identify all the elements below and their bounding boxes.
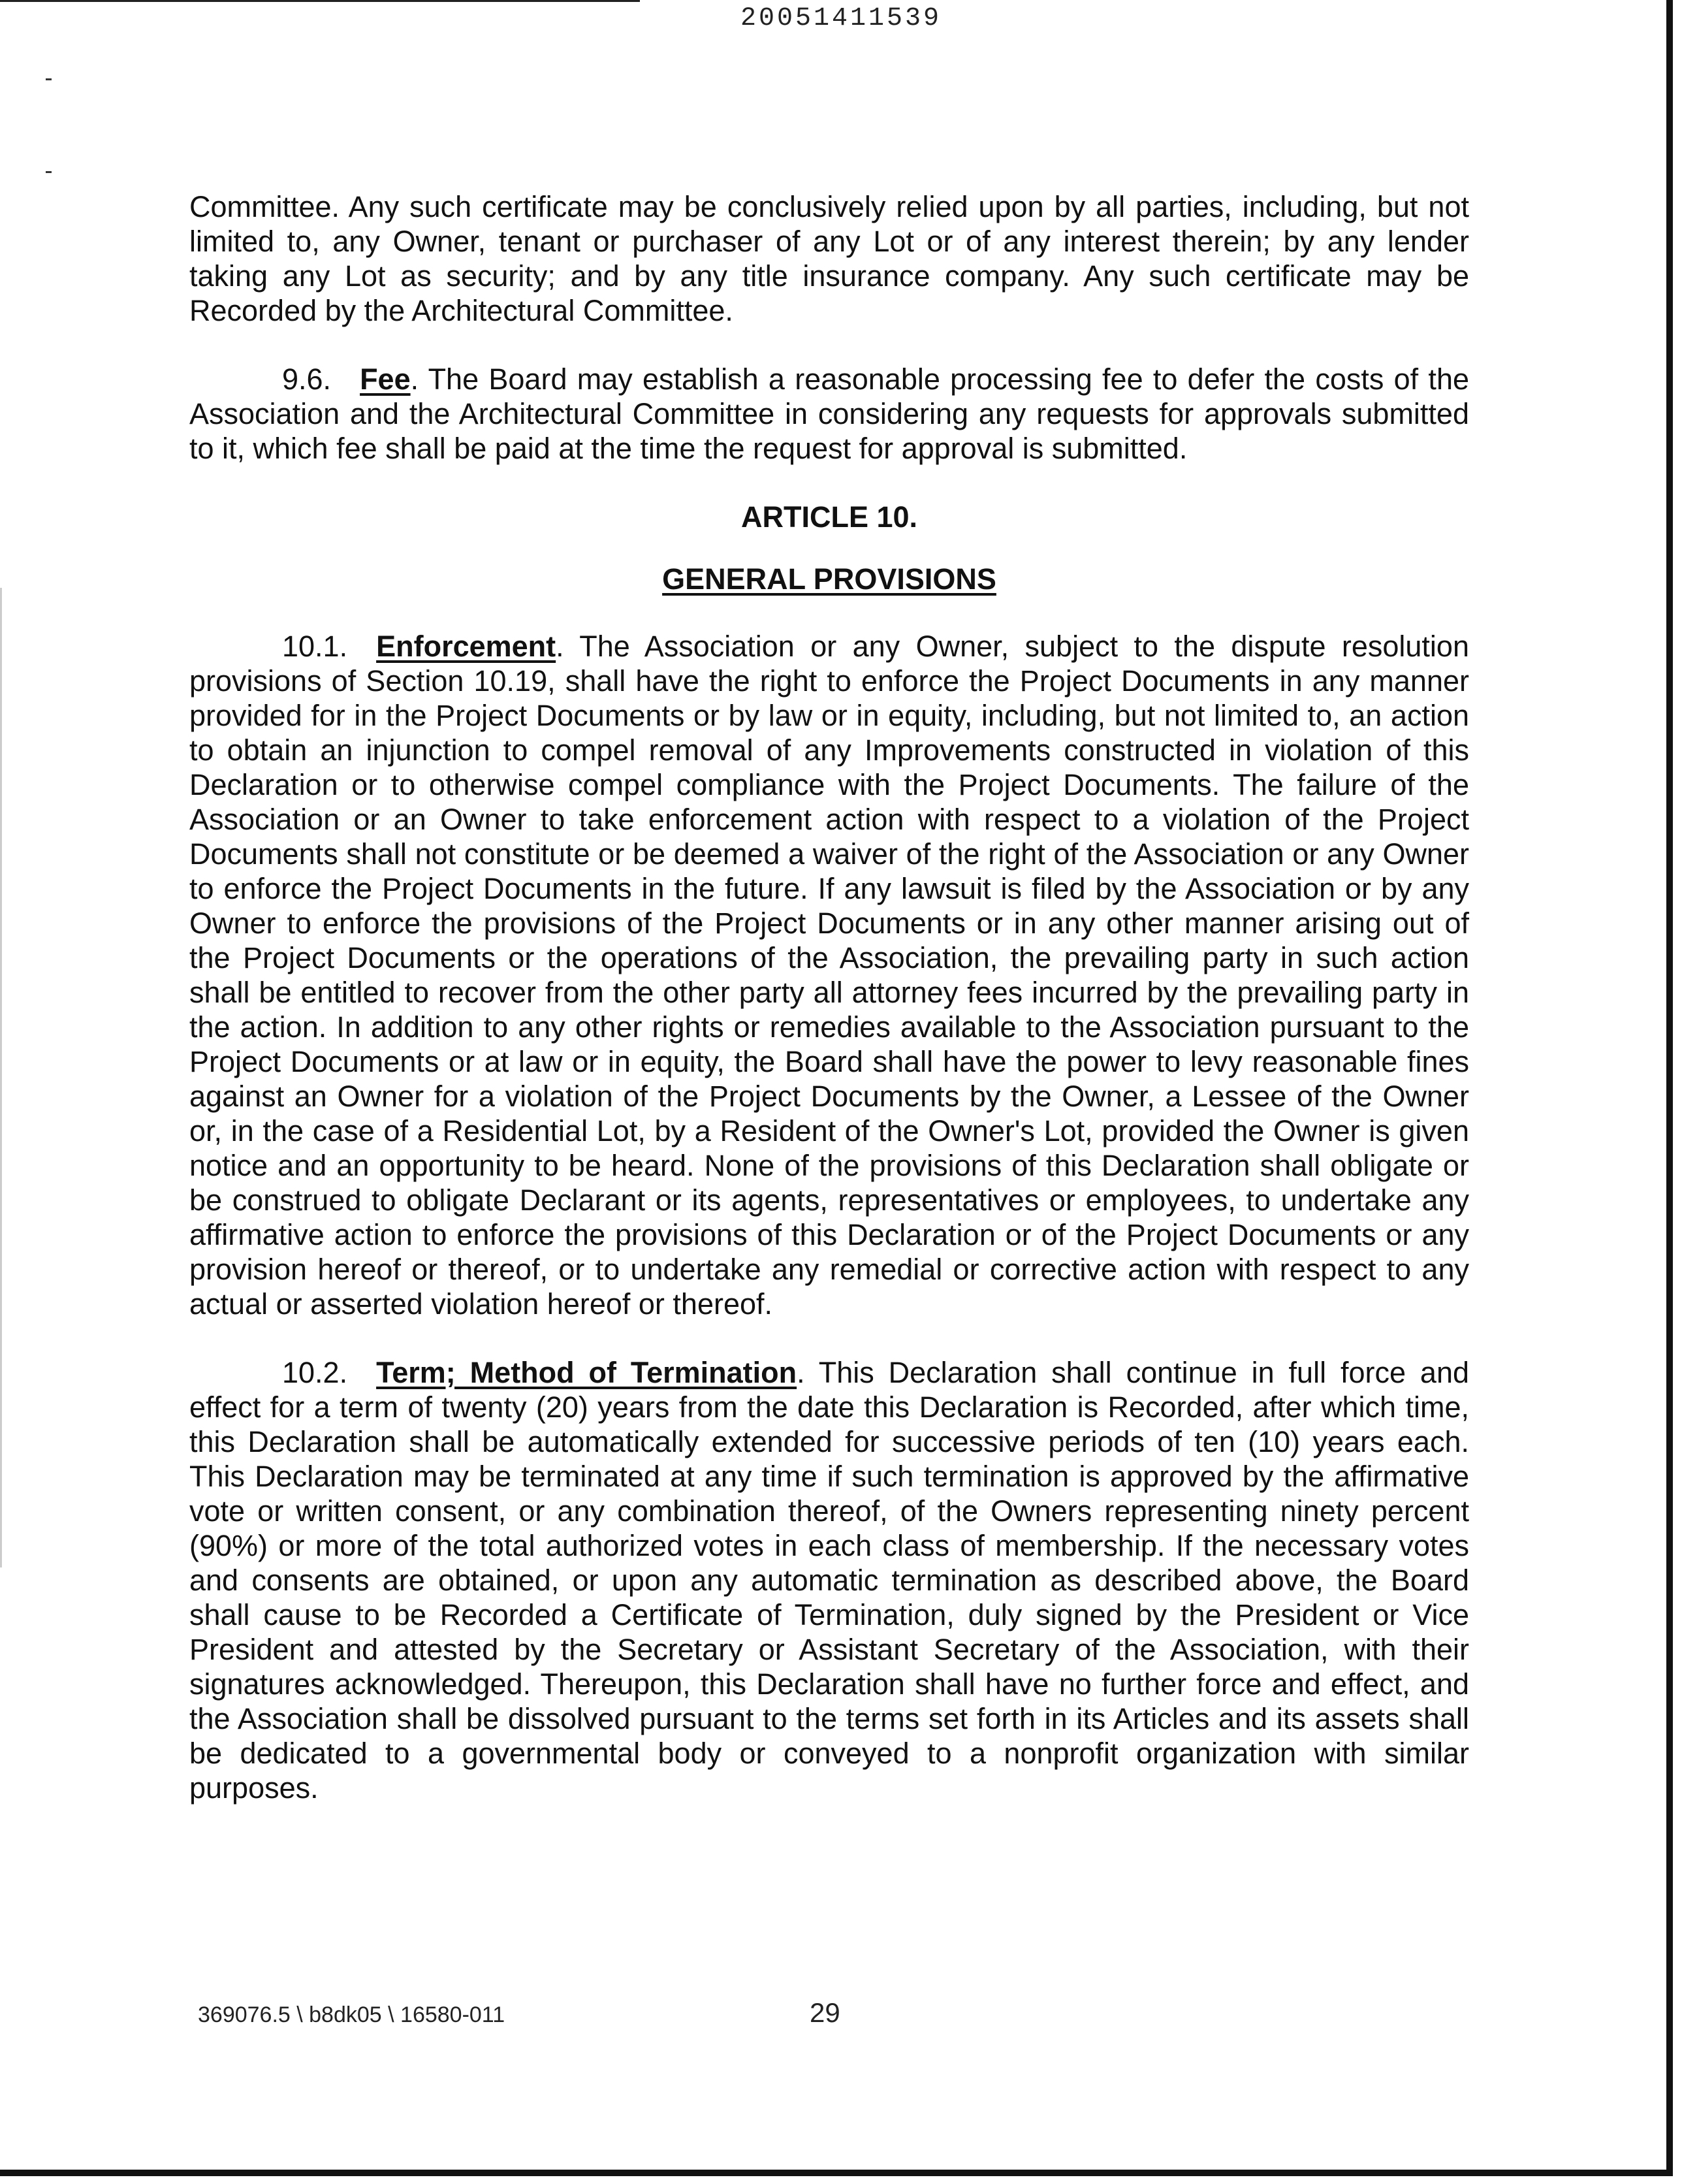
scan-mark	[46, 171, 52, 173]
scan-top-line	[0, 0, 640, 2]
section-title: Term; Method of Termination	[376, 1356, 797, 1389]
scan-mark	[46, 78, 52, 80]
article-title: GENERAL PROVISIONS	[662, 562, 996, 596]
section-title: Enforcement	[376, 630, 556, 663]
section-body: . The Association or any Owner, subject to the dispute resolution provisions of Section 10.19, shall have the right to enforce the Project Documents in any manner provided for in the Project Documents or by law or in equity, including, but not limited to, an action to obtain an injunction to compel removal of any Improvements constructed in violation of this Declaration or to otherwise compel compliance with the Project Documents. The failure of the Association or an Owner to take enforcement action with respect to a violation of the Project Documents shall not constitute or be deemed a waiver of the right of the Association or any Owner to enforce the Project Documents in the future. If any lawsuit is filed by the Association or by any Owner to enforce the provisions of the Project Documents or in any other manner arising out of the Project Documents or the operations of the Association, the prevailing party in such action shall be entitled to recover from the other party all attorney fees incurred by the prevailing party in the action. In addition to any other rights or remedies available to the Association pursuant to the Project Documents or at law or in equity, the Board shall have the power to levy reasonable fines against an Owner for a violation of the Project Documents by the Owner, a Lessee of the Owner or, in the case of a Residential Lot, by a Resident of the Owner's Lot, provided the Owner is given notice and an opportunity to be heard. None of the provisions of this Declaration shall obligate or be construed to obligate Declarant or its agents, representatives or employees, to undertake any affirmative action to enforce the provisions of this Declaration or of the Project Documents or any provision hereof or thereof, or to undertake any remedial or corrective action with respect to any actual or asserted violation hereof or thereof.	[189, 630, 1469, 1321]
section-10-1	[189, 629, 1469, 1321]
scan-right-border	[1666, 0, 1673, 2176]
section-10-2	[189, 1355, 1469, 1805]
scan-bottom-border	[0, 2170, 1673, 2176]
section-number: 10.1.	[282, 630, 348, 663]
section-body: . The Board may establish a reasonable processing fee to defer the costs of the Association and the Architectural Committee in considering any requests for approvals submitted to it, which fee shall be paid at the time the request for approval is submitted.	[189, 362, 1469, 465]
footer-document-code: 369076.5 \ b8dk05 \ 16580-011	[198, 2002, 505, 2027]
recording-number: 20051411539	[740, 4, 942, 33]
section-number: 9.6.	[282, 362, 332, 396]
scan-left-edge	[0, 588, 2, 1567]
page-body	[189, 189, 1469, 1805]
continuation-paragraph: Committee. Any such certificate may be conclusively relied upon by all parties, including, but not limited to, any Owner, tenant or purchaser of any Lot or of any interest therein; by any lender taking any Lot as security; and by any title insurance company. Any such certificate may be Recorded by the Architectural Committee.	[189, 190, 1469, 327]
section-title: Fee	[360, 362, 411, 396]
article-number: ARTICLE 10.	[740, 500, 918, 534]
section-number: 10.2.	[282, 1356, 348, 1389]
page-number: 29	[810, 1997, 840, 2028]
section-9-6	[189, 362, 1469, 466]
section-body: . This Declaration shall continue in full force and effect for a term of twenty (20) years from the date this Declaration is Recorded, after which time, this Declaration shall be automatically extended for successive periods of ten (10) years each. This Declaration may be terminated at any time if such termination is approved by the affirmative vote or written consent, or any combination thereof, of the Owners representing ninety percent (90%) or more of the total authorized votes in each class of membership. If the necessary votes and consents are obtained, or upon any automatic termination as described above, the Board shall cause to be Recorded a Certificate of Termination, duly signed by the President or Vice President and attested by the Secretary or Assistant Secretary of the Association, with their signatures acknowledged. Thereupon, this Declaration shall have no further force and effect, and the Association shall be dissolved pursuant to the terms set forth in its Articles and its assets shall be dedicated to a governmental body or conveyed to a nonprofit organization with similar purposes.	[189, 1356, 1469, 1805]
